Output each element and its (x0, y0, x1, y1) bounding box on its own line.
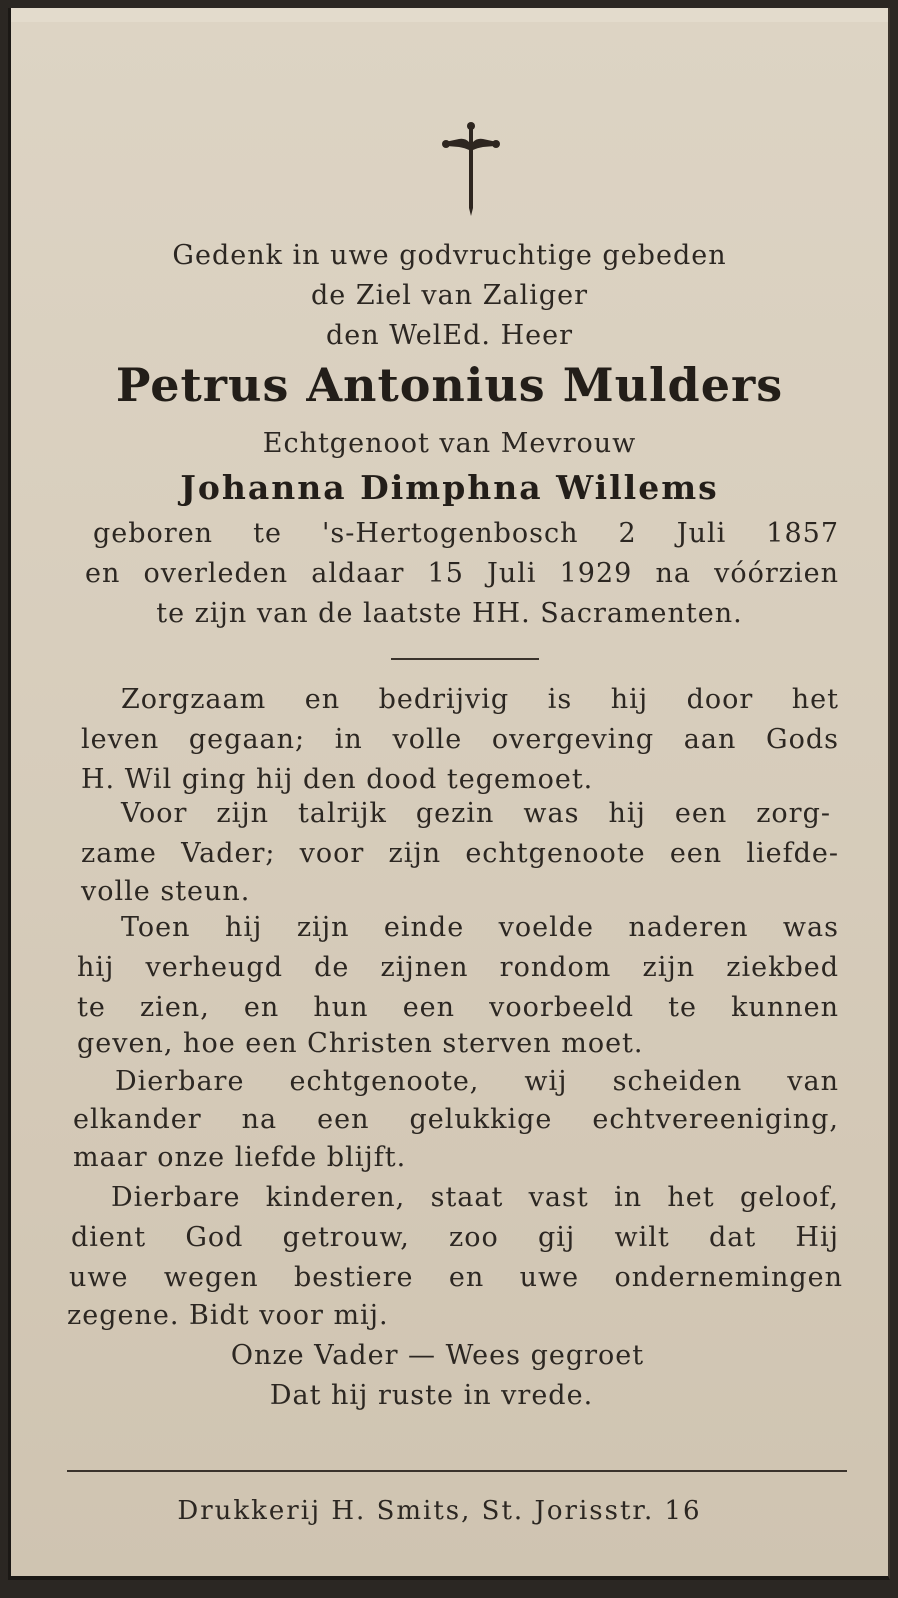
intro-line-2: de Ziel van Zaliger (310, 280, 589, 311)
body-line: maar onze liefde blijft. (73, 1142, 407, 1173)
intro-line-1: Gedenk in uwe godvruchtige gebeden (172, 240, 727, 271)
body-line: zegene. Bidt voor mij. (67, 1300, 389, 1331)
deceased-name: Petrus Antonius Mulders (115, 358, 784, 412)
body-line: H. Wil ging hij den dood tegemoet. (81, 764, 594, 795)
divider-short (391, 658, 539, 660)
spouse-name: Johanna Dimphna Willems (180, 468, 719, 507)
printer-credit: Drukkerij H. Smits, St. Jorisstr. 16 (177, 1496, 702, 1526)
rest-in-peace-line: Dat hij ruste in vrede. (269, 1380, 594, 1411)
body-line: leven gegaan; in volle overgeving aan Gods (81, 724, 839, 755)
body-line: Toen hij zijn einde voelde naderen was (121, 912, 839, 943)
body-line: geven, hoe een Christen sterven moet. (77, 1028, 644, 1059)
body-line: hij verheugd de zijnen rondom zijn ziekbed (77, 952, 839, 983)
intro-line-3: den WelEd. Heer (326, 320, 573, 351)
body-line: Dierbare kinderen, staat vast in het geloof, (111, 1182, 839, 1213)
body-line: te zien, en hun een voorbeeld te kunnen (77, 992, 839, 1023)
born-line: geboren te 's-Hertogenbosch 2 Juli 1857 (93, 518, 839, 549)
prayer-line: Onze Vader — Wees gegroet (230, 1340, 645, 1371)
body-line: Voor zijn talrijk gezin was hij een zorg- (121, 798, 831, 829)
body-line: uwe wegen bestiere en uwe ondernemingen (69, 1262, 843, 1293)
body-line: volle steun. (81, 876, 251, 907)
body-line: zame Vader; voor zijn echtgenoote een liefde- (81, 838, 839, 869)
memorial-card (8, 8, 890, 1580)
body-line: dient God getrouw, zoo gij wilt dat Hij (71, 1222, 839, 1253)
body-line: Zorgzaam en bedrijvig is hij door het (121, 684, 839, 715)
died-line: en overleden aldaar 15 Juli 1929 na vóórzien (85, 558, 839, 589)
divider-long (67, 1470, 847, 1472)
card-top-edge (11, 8, 888, 22)
sacraments-line: te zijn van de laatste HH. Sacramenten. (156, 598, 743, 629)
body-line: Dierbare echtgenoote, wij scheiden van (115, 1066, 839, 1097)
spouse-intro: Echtgenoot van Mevrouw (262, 428, 637, 459)
body-line: elkander na een gelukkige echtvereeniging, (73, 1104, 839, 1135)
cross-icon (439, 120, 503, 220)
